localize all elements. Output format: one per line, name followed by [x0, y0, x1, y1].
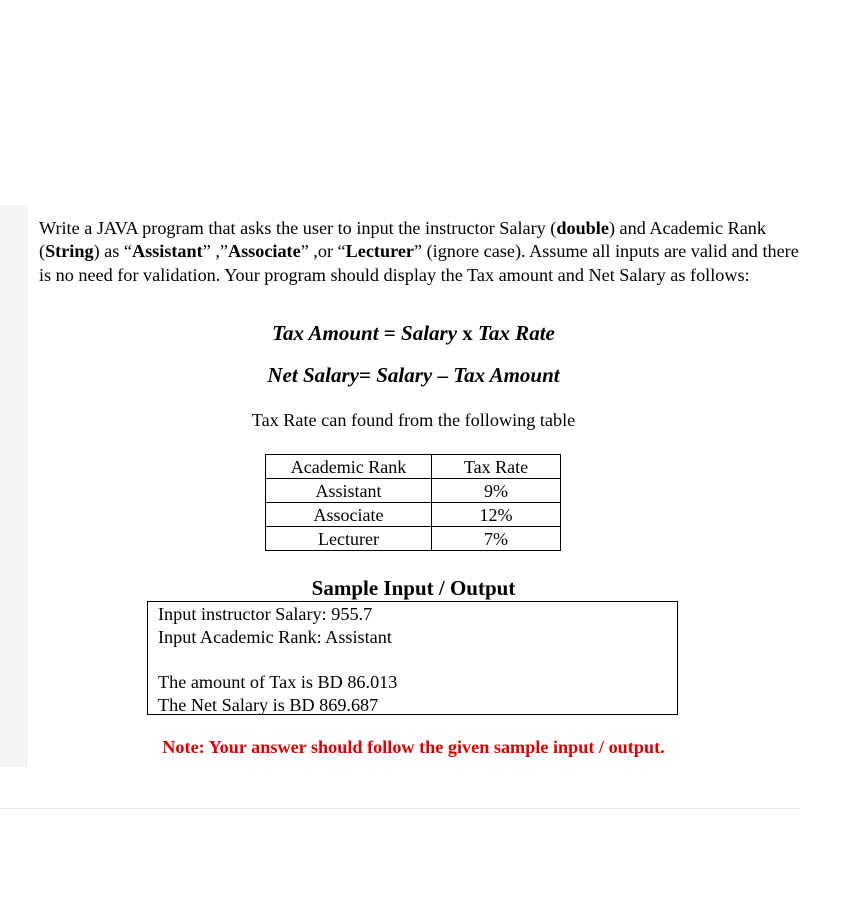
formula-tax-lhs: Tax Amount: [272, 321, 379, 345]
left-margin-strip: [0, 205, 28, 767]
formula-net-salary: Salary: [376, 363, 433, 387]
rank-lecturer: Lecturer: [345, 241, 414, 262]
table-row: [266, 503, 561, 527]
net-salary-formula: [28, 363, 799, 388]
table-cell-rate: 9%: [432, 479, 561, 503]
separator-1: ” ,”: [202, 241, 228, 262]
rank-associate: Associate: [227, 241, 301, 262]
formula-tax-salary: Salary: [401, 321, 458, 345]
sample-input-rank: Input Academic Rank: Assistant: [158, 627, 392, 647]
right-margin-strip: [799, 205, 842, 767]
table-header-row: [266, 455, 561, 479]
problem-statement: [39, 217, 799, 287]
intro-text: Write a JAVA program that asks the user to input the instructor Salary (: [39, 218, 557, 238]
formula-tax-equals: =: [378, 321, 402, 345]
sample-output-net: The Net Salary is BD 869.687: [158, 695, 379, 715]
sample-io-title: Sample Input / Output: [311, 576, 516, 600]
mid-text-2: ) as “: [93, 241, 132, 262]
sample-blank-line: [158, 649, 677, 671]
formula-tax-rate: Tax Rate: [478, 321, 555, 345]
formula-net-tax: Tax Amount: [453, 363, 560, 387]
bottom-divider: [0, 808, 800, 809]
table-cell-rate: 12%: [432, 503, 561, 527]
table-row: [266, 527, 561, 551]
rank-type: String: [45, 241, 94, 262]
formula-net-lhs: Net Salary: [267, 363, 359, 387]
answer-note: Note: Your answer should follow the given sample input / output.: [162, 737, 665, 757]
header-tax-rate: Tax Rate: [432, 455, 561, 479]
separator-2: ” ,or “: [300, 241, 346, 262]
table-cell-rank: Associate: [266, 503, 432, 527]
formula-net-equals: =: [358, 363, 377, 387]
table-row: [266, 479, 561, 503]
document-page: [28, 205, 799, 767]
table-cell-rank: Lecturer: [266, 527, 432, 551]
sample-output-tax: The amount of Tax is BD 86.013: [158, 672, 398, 692]
formula-tax-times: x: [457, 321, 479, 345]
sample-io-box: [147, 601, 678, 715]
rest-text: ” (ignore case). Assume all inputs are valid and there is no need for validation. Your program should display the Tax amount and Net Salary as follows:: [39, 241, 799, 285]
tax-rate-table: [265, 454, 561, 551]
table-cell-rate: 7%: [432, 527, 561, 551]
tax-amount-formula: [28, 321, 799, 346]
rank-assistant: Assistant: [131, 241, 203, 262]
formula-net-minus: –: [432, 363, 454, 387]
salary-type: double: [556, 218, 609, 238]
header-academic-rank: Academic Rank: [266, 455, 432, 479]
sample-input-salary: Input instructor Salary: 955.7: [158, 604, 373, 624]
mid-text-1: ) and Academic Rank (: [39, 218, 766, 262]
table-cell-rank: Assistant: [266, 479, 432, 503]
tax-rate-caption: Tax Rate can found from the following table: [251, 410, 576, 430]
